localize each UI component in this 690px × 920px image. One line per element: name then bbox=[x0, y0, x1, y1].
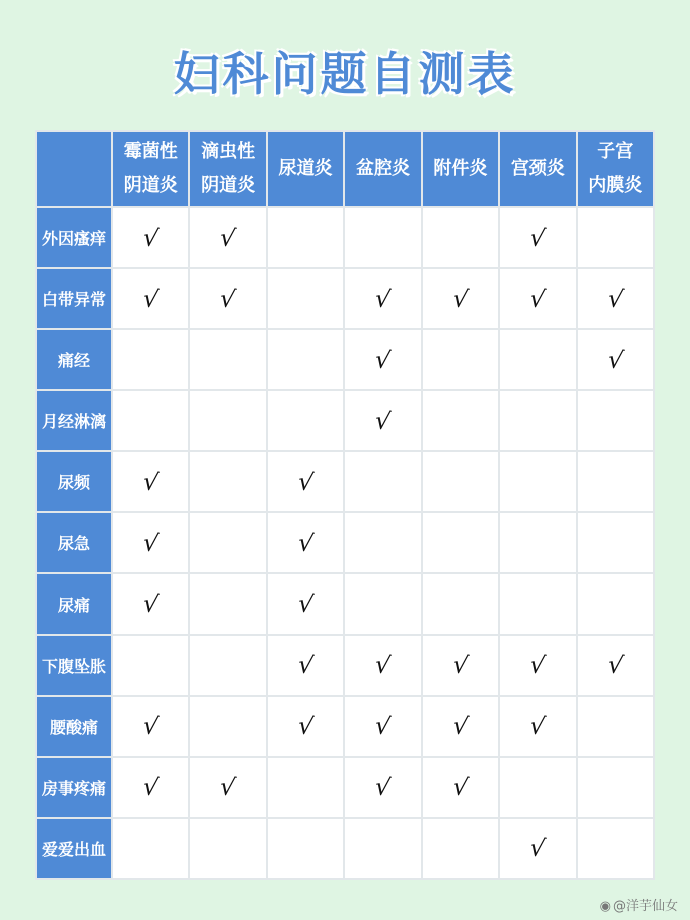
column-header: 附件炎 bbox=[422, 131, 499, 207]
check-mark: √ bbox=[450, 283, 470, 314]
table-corner bbox=[36, 131, 112, 207]
table-row bbox=[36, 390, 654, 451]
table-cell bbox=[499, 512, 576, 573]
table-cell bbox=[344, 757, 421, 818]
row-label: 尿痛 bbox=[36, 573, 112, 634]
table-cell bbox=[112, 696, 189, 757]
check-mark: √ bbox=[296, 466, 316, 497]
row-label: 下腹坠胀 bbox=[36, 635, 112, 696]
check-mark: √ bbox=[528, 833, 548, 864]
check-mark: √ bbox=[296, 527, 316, 558]
check-mark: √ bbox=[373, 772, 393, 803]
check-mark: √ bbox=[218, 772, 238, 803]
watermark-text: @洋芋仙女 bbox=[612, 899, 678, 914]
self-test-table bbox=[35, 130, 655, 880]
table-cell bbox=[189, 329, 266, 390]
table-cell bbox=[344, 696, 421, 757]
table-cell bbox=[344, 268, 421, 329]
column-header: 盆腔炎 bbox=[344, 131, 421, 207]
check-mark: √ bbox=[373, 283, 393, 314]
column-header: 宫颈炎 bbox=[499, 131, 576, 207]
table-cell bbox=[267, 329, 344, 390]
weibo-icon: ◉ bbox=[599, 899, 611, 914]
table-cell bbox=[577, 390, 654, 451]
table-cell bbox=[344, 512, 421, 573]
table-cell bbox=[189, 818, 266, 879]
table-cell bbox=[267, 696, 344, 757]
check-mark: √ bbox=[373, 650, 393, 681]
table-cell bbox=[422, 329, 499, 390]
table-cell bbox=[577, 696, 654, 757]
table-cell bbox=[267, 818, 344, 879]
row-label: 月经淋漓 bbox=[36, 390, 112, 451]
table-cell bbox=[189, 757, 266, 818]
column-header: 子宫 内膜炎 bbox=[577, 131, 654, 207]
table-cell bbox=[267, 390, 344, 451]
table-cell bbox=[422, 635, 499, 696]
table-cell bbox=[422, 696, 499, 757]
check-mark: √ bbox=[141, 527, 161, 558]
table-cell bbox=[577, 451, 654, 512]
table-cell bbox=[577, 329, 654, 390]
table-cell bbox=[499, 757, 576, 818]
table-cell bbox=[422, 818, 499, 879]
table-cell bbox=[267, 512, 344, 573]
table-cell bbox=[577, 818, 654, 879]
table-cell bbox=[112, 512, 189, 573]
table-cell bbox=[499, 268, 576, 329]
row-label: 尿频 bbox=[36, 451, 112, 512]
table-row bbox=[36, 451, 654, 512]
table-cell bbox=[344, 635, 421, 696]
table-cell bbox=[112, 451, 189, 512]
check-mark: √ bbox=[605, 283, 625, 314]
check-mark: √ bbox=[296, 650, 316, 681]
table-cell bbox=[422, 451, 499, 512]
table-cell bbox=[577, 268, 654, 329]
table-row bbox=[36, 329, 654, 390]
row-label: 尿急 bbox=[36, 512, 112, 573]
column-header: 滴虫性 阴道炎 bbox=[189, 131, 266, 207]
column-header: 霉菌性 阴道炎 bbox=[112, 131, 189, 207]
column-header: 尿道炎 bbox=[267, 131, 344, 207]
table-cell bbox=[499, 329, 576, 390]
table-cell bbox=[499, 573, 576, 634]
table-cell bbox=[499, 635, 576, 696]
check-mark: √ bbox=[296, 589, 316, 619]
table-cell bbox=[189, 512, 266, 573]
check-mark: √ bbox=[141, 222, 161, 253]
check-mark: √ bbox=[373, 344, 393, 375]
table-cell bbox=[344, 451, 421, 512]
table-cell bbox=[267, 757, 344, 818]
table-cell bbox=[499, 390, 576, 451]
table-cell bbox=[267, 635, 344, 696]
table-cell bbox=[422, 757, 499, 818]
table-cell bbox=[189, 268, 266, 329]
row-label: 痛经 bbox=[36, 329, 112, 390]
table-body bbox=[36, 207, 654, 879]
check-mark: √ bbox=[141, 466, 161, 497]
table-cell bbox=[189, 207, 266, 268]
check-mark: √ bbox=[528, 711, 548, 742]
check-mark: √ bbox=[450, 711, 470, 742]
check-mark: √ bbox=[296, 711, 316, 742]
table-header-row bbox=[36, 131, 654, 207]
check-mark: √ bbox=[528, 222, 548, 253]
table-cell bbox=[577, 512, 654, 573]
table-cell bbox=[112, 268, 189, 329]
table-cell bbox=[267, 268, 344, 329]
table-cell bbox=[499, 696, 576, 757]
table-cell bbox=[112, 207, 189, 268]
table-cell bbox=[344, 329, 421, 390]
check-mark: √ bbox=[605, 650, 625, 681]
table-cell bbox=[422, 268, 499, 329]
table-row bbox=[36, 757, 654, 818]
check-mark: √ bbox=[141, 589, 161, 619]
table-cell bbox=[344, 207, 421, 268]
check-mark: √ bbox=[528, 283, 548, 314]
table-cell bbox=[344, 573, 421, 634]
table-row bbox=[36, 696, 654, 757]
table-cell bbox=[499, 207, 576, 268]
check-mark: √ bbox=[450, 650, 470, 681]
check-mark: √ bbox=[141, 772, 161, 803]
row-label: 腰酸痛 bbox=[36, 696, 112, 757]
table-cell bbox=[577, 757, 654, 818]
table-row bbox=[36, 573, 654, 634]
check-mark: √ bbox=[373, 711, 393, 742]
check-mark: √ bbox=[141, 283, 161, 314]
check-mark: √ bbox=[605, 344, 625, 375]
check-mark: √ bbox=[373, 405, 393, 436]
table-row bbox=[36, 818, 654, 879]
table-cell bbox=[267, 207, 344, 268]
table-cell bbox=[112, 757, 189, 818]
table-row bbox=[36, 512, 654, 573]
table-cell bbox=[499, 818, 576, 879]
table-cell bbox=[189, 451, 266, 512]
table-cell bbox=[112, 390, 189, 451]
table-cell bbox=[112, 818, 189, 879]
row-label: 白带异常 bbox=[36, 268, 112, 329]
table-cell bbox=[344, 390, 421, 451]
table-cell bbox=[267, 451, 344, 512]
check-mark: √ bbox=[218, 283, 238, 314]
table-cell bbox=[422, 512, 499, 573]
check-mark: √ bbox=[528, 650, 548, 681]
check-mark: √ bbox=[141, 711, 161, 742]
row-label: 外因瘙痒 bbox=[36, 207, 112, 268]
table-cell bbox=[112, 573, 189, 634]
table-cell bbox=[422, 573, 499, 634]
table-cell bbox=[422, 207, 499, 268]
table-cell bbox=[112, 635, 189, 696]
table-cell bbox=[499, 451, 576, 512]
row-label: 房事疼痛 bbox=[36, 757, 112, 818]
table-cell bbox=[189, 390, 266, 451]
table-cell bbox=[577, 573, 654, 634]
table-cell bbox=[189, 696, 266, 757]
row-label: 爱爱出血 bbox=[36, 818, 112, 879]
table-cell bbox=[112, 329, 189, 390]
table-cell bbox=[422, 390, 499, 451]
table-cell bbox=[577, 207, 654, 268]
page-title: 妇科问题自测表 bbox=[173, 47, 517, 101]
table-row bbox=[36, 635, 654, 696]
table-cell bbox=[189, 573, 266, 634]
table-cell bbox=[189, 635, 266, 696]
table-cell bbox=[344, 818, 421, 879]
check-mark: √ bbox=[218, 222, 238, 253]
watermark bbox=[600, 895, 678, 914]
table-cell bbox=[577, 635, 654, 696]
table-cell bbox=[267, 573, 344, 634]
check-mark: √ bbox=[450, 772, 470, 803]
table-row bbox=[36, 268, 654, 329]
table-row bbox=[36, 207, 654, 268]
